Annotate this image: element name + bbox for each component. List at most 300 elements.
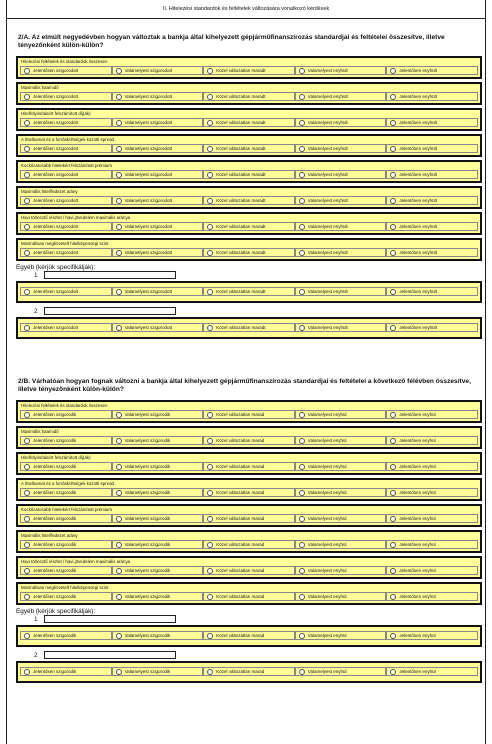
answer-option[interactable] [386, 631, 478, 640]
answer-option-label: Közel változatlan marad [216, 568, 265, 573]
radio-button[interactable] [207, 94, 213, 100]
answer-option[interactable] [20, 66, 112, 75]
answer-option[interactable] [20, 540, 112, 549]
answer-option[interactable] [112, 592, 204, 601]
other-text-input[interactable] [44, 615, 176, 623]
survey-page [6, 0, 486, 744]
answer-option[interactable] [203, 592, 295, 601]
answer-option-label: Közel változatlan marad [216, 412, 265, 417]
question-item [16, 108, 482, 131]
radio-button[interactable] [207, 490, 213, 496]
answer-option-label: Jelentősen szigorodik [33, 633, 77, 638]
answer-option-label: Valamelyest szigorodott [124, 94, 173, 99]
radio-button[interactable] [299, 325, 305, 331]
radio-button[interactable] [390, 594, 396, 600]
answer-option-label: Közel változatlan maradt [216, 224, 266, 229]
answer-option[interactable] [295, 118, 387, 127]
radio-button[interactable] [116, 438, 122, 444]
answer-option[interactable] [203, 196, 295, 205]
answer-option-label: Valamelyest szigorodik [124, 490, 171, 495]
answer-option[interactable] [203, 287, 295, 296]
answer-option-label: Jelentősen enyhül [399, 568, 436, 573]
answer-option-label: Jelentősen szigorodik [33, 464, 77, 469]
answer-option[interactable] [203, 631, 295, 640]
answer-option[interactable] [295, 566, 387, 575]
answer-option[interactable] [203, 66, 295, 75]
other-item [16, 661, 482, 683]
answer-option[interactable] [203, 514, 295, 523]
answer-option-label: Valamelyest szigorodott [124, 250, 173, 255]
answer-option[interactable] [295, 170, 387, 179]
answer-option[interactable] [295, 196, 387, 205]
radio-button[interactable] [207, 172, 213, 178]
answer-option[interactable] [295, 540, 387, 549]
answer-option-label: Valamelyest enyhül [307, 438, 347, 443]
answer-option-label: Valamelyest enyhült [307, 325, 348, 330]
radio-button[interactable] [390, 516, 396, 522]
answer-option[interactable] [20, 566, 112, 575]
answer-option[interactable] [386, 410, 478, 419]
item-label: Hitelezési feltételek és standardok összesen [21, 403, 108, 408]
answer-option[interactable] [295, 488, 387, 497]
radio-button[interactable] [299, 464, 305, 470]
item-label: Minimálisan megkövetelt hitelképességi szint [21, 585, 109, 590]
answer-option-label: Jelentősen szigorodik [33, 669, 77, 674]
radio-button[interactable] [299, 68, 305, 74]
radio-button[interactable] [24, 542, 30, 548]
section-title: II. Hitelezési standardok és feltételek változására vonatkozó kérdések [162, 6, 330, 12]
radio-button[interactable] [207, 438, 213, 444]
answer-option[interactable] [203, 118, 295, 127]
radio-button[interactable] [207, 568, 213, 574]
radio-button[interactable] [116, 146, 122, 152]
item-label: Hitelezési feltételek és standardok összesen [21, 59, 108, 64]
answer-option[interactable] [203, 410, 295, 419]
answer-option[interactable] [295, 92, 387, 101]
answer-option[interactable] [112, 462, 204, 471]
radio-button[interactable] [207, 198, 213, 204]
question-2b [16, 378, 482, 687]
answer-options [20, 222, 478, 231]
answer-option-label: Valamelyest szigorodik [124, 568, 171, 573]
radio-button[interactable] [299, 669, 305, 675]
answer-options [20, 323, 478, 332]
other-item [16, 625, 482, 647]
radio-button[interactable] [24, 464, 30, 470]
item-label: Kockázatosabb hitelekért felszámított prémium [21, 507, 113, 512]
radio-button[interactable] [24, 198, 30, 204]
other-field-line [16, 307, 482, 317]
answer-option-label: Közel változatlan marad [216, 516, 265, 521]
answer-option-label: Valamelyest enyhült [307, 94, 348, 99]
answer-option[interactable] [295, 248, 387, 257]
radio-button[interactable] [299, 224, 305, 230]
answer-option[interactable] [112, 144, 204, 153]
answer-option[interactable] [386, 592, 478, 601]
answer-options [20, 118, 478, 127]
answer-option[interactable] [112, 514, 204, 523]
answer-option[interactable] [203, 92, 295, 101]
radio-button[interactable] [24, 172, 30, 178]
radio-button[interactable] [116, 289, 122, 295]
radio-button[interactable] [24, 594, 30, 600]
answer-option-label: Közel változatlan marad [216, 633, 265, 638]
radio-button[interactable] [116, 325, 122, 331]
answer-option[interactable] [112, 410, 204, 419]
radio-button[interactable] [24, 633, 30, 639]
answer-options [20, 540, 478, 549]
answer-option-label: Valamelyest enyhült [307, 289, 348, 294]
radio-button[interactable] [390, 464, 396, 470]
answer-option-label: Közel változatlan maradt [216, 68, 266, 73]
radio-button[interactable] [116, 542, 122, 548]
answer-option-label: Jelentősen enyhül [399, 542, 436, 547]
radio-button[interactable] [299, 542, 305, 548]
answer-option-label: Jelentősen enyhül [399, 633, 436, 638]
radio-button[interactable] [24, 120, 30, 126]
radio-button[interactable] [390, 669, 396, 675]
other-text-input[interactable] [44, 651, 176, 659]
answer-option[interactable] [20, 92, 112, 101]
question-item [16, 56, 482, 79]
radio-button[interactable] [390, 198, 396, 204]
answer-option[interactable] [112, 287, 204, 296]
answer-option-label: Valamelyest szigorodott [124, 289, 173, 294]
radio-button[interactable] [116, 198, 122, 204]
answer-option[interactable] [203, 462, 295, 471]
answer-option-label: Valamelyest szigorodott [124, 172, 173, 177]
radio-button[interactable] [390, 250, 396, 256]
radio-button[interactable] [24, 68, 30, 74]
radio-button[interactable] [207, 412, 213, 418]
radio-button[interactable] [207, 669, 213, 675]
answer-option[interactable] [386, 540, 478, 549]
question-text: 2/B. Várhatóan hogyan fognak változni a bankja által kihelyezett gépjárműfinanszírozás standardjai és feltételei a következő félévben összesítve, illetve tényezőnként külön-külön? [18, 378, 471, 393]
answer-option-label: Valamelyest szigorodott [124, 120, 173, 125]
answer-option-label: Jelentősen enyhül [399, 516, 436, 521]
radio-button[interactable] [116, 633, 122, 639]
radio-button[interactable] [390, 146, 396, 152]
radio-button[interactable] [299, 198, 305, 204]
radio-button[interactable] [207, 68, 213, 74]
answer-option[interactable] [386, 144, 478, 153]
answer-option-label: Valamelyest enyhült [307, 120, 348, 125]
answer-option[interactable] [386, 196, 478, 205]
answer-option[interactable] [295, 323, 387, 332]
answer-option[interactable] [112, 248, 204, 257]
radio-button[interactable] [24, 516, 30, 522]
answer-option-label: Jelentősen enyhül [399, 490, 436, 495]
other-text-input[interactable] [44, 271, 176, 279]
radio-button[interactable] [390, 120, 396, 126]
answer-option[interactable] [203, 540, 295, 549]
answer-option[interactable] [20, 410, 112, 419]
answer-option[interactable] [112, 92, 204, 101]
answer-option[interactable] [112, 66, 204, 75]
answer-options [20, 667, 478, 676]
answer-option[interactable] [112, 667, 204, 676]
radio-button[interactable] [116, 516, 122, 522]
radio-button[interactable] [299, 516, 305, 522]
radio-button[interactable] [24, 224, 30, 230]
radio-button[interactable] [24, 669, 30, 675]
radio-button[interactable] [116, 120, 122, 126]
radio-button[interactable] [24, 412, 30, 418]
answer-option[interactable] [20, 287, 112, 296]
radio-button[interactable] [24, 490, 30, 496]
answer-option-label: Jelentősen szigorodott [33, 325, 79, 330]
answer-option[interactable] [295, 631, 387, 640]
radio-button[interactable] [116, 594, 122, 600]
answer-option[interactable] [20, 462, 112, 471]
answer-option[interactable] [386, 462, 478, 471]
answer-option[interactable] [112, 488, 204, 497]
radio-button[interactable] [207, 464, 213, 470]
answer-option-label: Közel változatlan maradt [216, 250, 266, 255]
answer-option[interactable] [20, 248, 112, 257]
answer-option[interactable] [386, 170, 478, 179]
answer-option-label: Közel változatlan maradt [216, 146, 266, 151]
answer-option[interactable] [295, 592, 387, 601]
answer-option[interactable] [20, 592, 112, 601]
answer-option-label: Valamelyest szigorodik [124, 516, 171, 521]
answer-option[interactable] [203, 248, 295, 257]
other-field-line [16, 271, 482, 281]
radio-button[interactable] [299, 94, 305, 100]
answer-option[interactable] [295, 410, 387, 419]
radio-button[interactable] [24, 94, 30, 100]
answer-option-label: Valamelyest szigorodik [124, 542, 171, 547]
answer-option[interactable] [20, 222, 112, 231]
question-item [16, 556, 482, 579]
answer-option-label: Valamelyest szigorodik [124, 633, 171, 638]
radio-button[interactable] [299, 490, 305, 496]
radio-button[interactable] [207, 516, 213, 522]
answer-option[interactable] [295, 144, 387, 153]
answer-option-label: Valamelyest enyhül [307, 464, 347, 469]
radio-button[interactable] [390, 412, 396, 418]
radio-button[interactable] [390, 172, 396, 178]
radio-button[interactable] [207, 250, 213, 256]
radio-button[interactable] [299, 438, 305, 444]
question-item [16, 186, 482, 209]
answer-option[interactable] [112, 222, 204, 231]
other-field-number: 1 [34, 272, 38, 279]
answer-option[interactable] [386, 436, 478, 445]
answer-options [20, 488, 478, 497]
answer-option-label: Jelentősen szigorodott [33, 94, 79, 99]
radio-button[interactable] [116, 224, 122, 230]
answer-option[interactable] [20, 631, 112, 640]
question-item [16, 212, 482, 235]
radio-button[interactable] [390, 438, 396, 444]
answer-option-label: Jelentősen szigorodott [33, 120, 79, 125]
radio-button[interactable] [390, 542, 396, 548]
radio-button[interactable] [24, 325, 30, 331]
answer-option[interactable] [386, 222, 478, 231]
radio-button[interactable] [299, 568, 305, 574]
radio-button[interactable] [116, 669, 122, 675]
answer-option[interactable] [20, 170, 112, 179]
answer-option-label: Közel változatlan marad [216, 594, 265, 599]
radio-button[interactable] [390, 490, 396, 496]
radio-button[interactable] [116, 490, 122, 496]
radio-button[interactable] [390, 633, 396, 639]
answer-options [20, 66, 478, 75]
radio-button[interactable] [116, 94, 122, 100]
radio-button[interactable] [116, 250, 122, 256]
answer-option-label: Valamelyest enyhül [307, 412, 347, 417]
answer-option[interactable] [112, 566, 204, 575]
answer-option-label: Jelentősen szigorodik [33, 438, 77, 443]
radio-button[interactable] [24, 289, 30, 295]
answer-option[interactable] [203, 488, 295, 497]
answer-option-label: Jelentősen szigorodik [33, 490, 77, 495]
answer-option[interactable] [20, 514, 112, 523]
answer-option[interactable] [203, 566, 295, 575]
answer-option[interactable] [295, 514, 387, 523]
answer-option[interactable] [20, 196, 112, 205]
radio-button[interactable] [24, 438, 30, 444]
answer-options [20, 92, 478, 101]
answer-option[interactable] [386, 118, 478, 127]
radio-button[interactable] [299, 412, 305, 418]
radio-button[interactable] [299, 172, 305, 178]
answer-option[interactable] [20, 436, 112, 445]
answer-option[interactable] [295, 222, 387, 231]
radio-button[interactable] [24, 250, 30, 256]
answer-option-label: Valamelyest szigorodik [124, 438, 171, 443]
question-item [16, 238, 482, 261]
answer-option[interactable] [20, 144, 112, 153]
radio-button[interactable] [299, 250, 305, 256]
question-item [16, 426, 482, 449]
answer-option[interactable] [386, 287, 478, 296]
radio-button[interactable] [116, 464, 122, 470]
answer-options [20, 144, 478, 153]
radio-button[interactable] [299, 146, 305, 152]
radio-button[interactable] [207, 120, 213, 126]
answer-option-label: Jelentősen szigorodott [33, 289, 79, 294]
answer-option[interactable] [203, 436, 295, 445]
item-label: A hitelkamat és a forrásköltségek közötti spread [21, 481, 114, 486]
answer-option[interactable] [20, 488, 112, 497]
answer-option-label: Jelentősen szigorodik [33, 568, 77, 573]
answer-option-label: Valamelyest enyhült [307, 224, 348, 229]
radio-button[interactable] [299, 120, 305, 126]
radio-button[interactable] [24, 146, 30, 152]
item-label: Maximális futamidő [21, 85, 59, 90]
radio-button[interactable] [24, 568, 30, 574]
radio-button[interactable] [390, 568, 396, 574]
radio-button[interactable] [299, 594, 305, 600]
answer-option-label: Közel változatlan marad [216, 438, 265, 443]
other-field-number: 2 [34, 652, 38, 659]
answer-option[interactable] [203, 144, 295, 153]
answer-option[interactable] [203, 667, 295, 676]
answer-option[interactable] [112, 118, 204, 127]
answer-option[interactable] [203, 170, 295, 179]
answer-option-label: Valamelyest enyhül [307, 633, 347, 638]
answer-option-label: Közel változatlan maradt [216, 94, 266, 99]
other-item [16, 281, 482, 303]
answer-option[interactable] [386, 92, 478, 101]
answer-option[interactable] [112, 196, 204, 205]
item-label: Maximális futamidő [21, 429, 59, 434]
radio-button[interactable] [390, 224, 396, 230]
radio-button[interactable] [116, 172, 122, 178]
radio-button[interactable] [207, 224, 213, 230]
answer-option[interactable] [112, 631, 204, 640]
answer-option[interactable] [112, 323, 204, 332]
answer-option[interactable] [203, 222, 295, 231]
answer-option[interactable] [295, 462, 387, 471]
item-label: Hitelfolyósításért felszámított díj(ak) [21, 111, 91, 116]
radio-button[interactable] [207, 325, 213, 331]
answer-option[interactable] [295, 667, 387, 676]
radio-button[interactable] [207, 289, 213, 295]
answer-option[interactable] [386, 66, 478, 75]
item-label: Hitelfolyósításért felszámított díj(ak) [21, 455, 91, 460]
radio-button[interactable] [207, 633, 213, 639]
answer-option-label: Valamelyest enyhül [307, 594, 347, 599]
answer-option[interactable] [20, 323, 112, 332]
radio-button[interactable] [116, 68, 122, 74]
item-label: Maximális hitel/fedezet arány [21, 533, 78, 538]
answer-option[interactable] [20, 118, 112, 127]
answer-option[interactable] [295, 436, 387, 445]
answer-option[interactable] [386, 514, 478, 523]
answer-option[interactable] [112, 540, 204, 549]
other-item [16, 317, 482, 339]
answer-option[interactable] [203, 323, 295, 332]
answer-option[interactable] [386, 323, 478, 332]
radio-button[interactable] [207, 542, 213, 548]
radio-button[interactable] [116, 412, 122, 418]
answer-option-label: Jelentősen enyhült [399, 325, 437, 330]
answer-option[interactable] [295, 66, 387, 75]
radio-button[interactable] [299, 289, 305, 295]
radio-button[interactable] [299, 633, 305, 639]
radio-button[interactable] [390, 68, 396, 74]
answer-option[interactable] [386, 248, 478, 257]
other-field-line [16, 615, 482, 625]
radio-button[interactable] [390, 289, 396, 295]
answer-option-label: Jelentősen szigorodott [33, 224, 79, 229]
answer-option[interactable] [386, 667, 478, 676]
answer-option[interactable] [112, 436, 204, 445]
answer-option[interactable] [20, 667, 112, 676]
answer-option[interactable] [112, 170, 204, 179]
other-text-input[interactable] [44, 307, 176, 315]
answer-option[interactable] [386, 566, 478, 575]
radio-button[interactable] [390, 325, 396, 331]
answer-option-label: Jelentősen szigorodik [33, 594, 77, 599]
item-label: Minimálisan megkövetelt hitelképességi szint [21, 241, 109, 246]
answer-option[interactable] [386, 488, 478, 497]
answer-option-label: Közel változatlan maradt [216, 198, 266, 203]
answer-option[interactable] [295, 287, 387, 296]
item-label: A hitelkamat és a forrásköltségek közötti spread [21, 137, 114, 142]
radio-button[interactable] [116, 568, 122, 574]
question-item [16, 400, 482, 423]
answer-option-label: Valamelyest enyhült [307, 146, 348, 151]
answer-option-label: Közel változatlan maradt [216, 120, 266, 125]
radio-button[interactable] [207, 594, 213, 600]
question-item [16, 134, 482, 157]
radio-button[interactable] [390, 94, 396, 100]
radio-button[interactable] [207, 146, 213, 152]
